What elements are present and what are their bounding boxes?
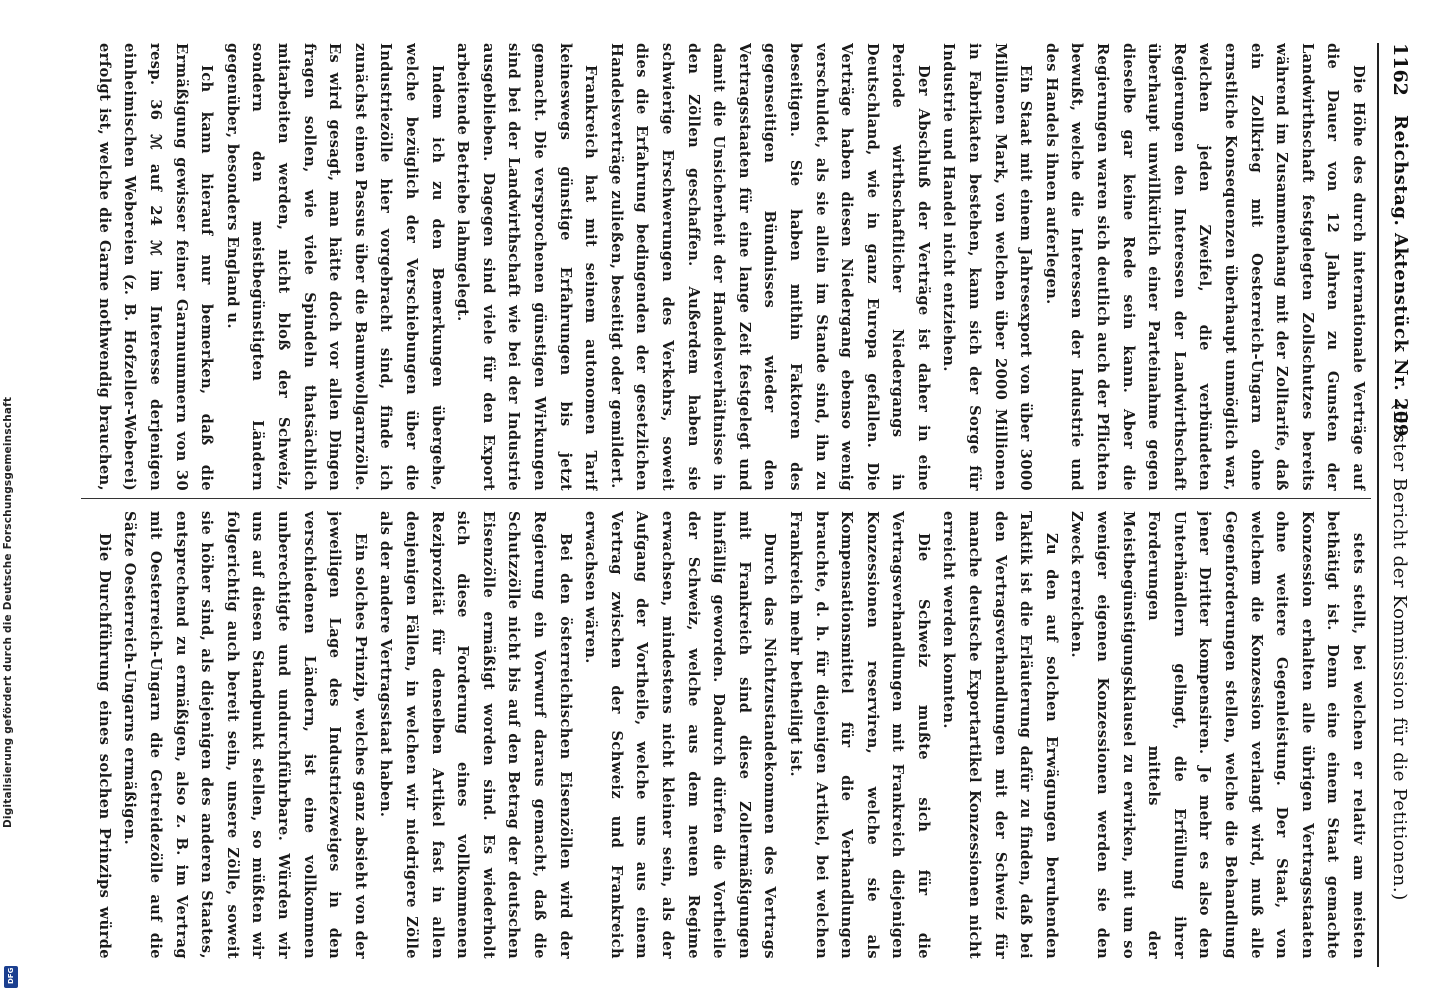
paragraph: Ein solches Prinzip, welches ganz absieht von der jeweiligen Lage des Industriezweiges in den verschiedenen Ländern, ist eine vollkommen unberechtigte und undurchführbare. Würden wir uns auf diesen Standpunkt stellen, so müßten wir folgerichtig auch bereit sein, unsere Zölle, soweit sie höher sind, als diejenigen des anderen Staates, entsprechend zu ermäßigen, also z. B. im Vertrag mit Oesterreich-Ungarn die Getreidezölle auf die Sätze Oesterreich-Ungarns ermäßigen.	[121, 511, 369, 959]
paragraph: Durch das Nichtzustandekommen des Vertrags mit Frankreich sind diese Zollermäßigungen hinfällig geworden. Dadurch dürfen die Vortheile der Schweiz, welche aus dem neuen Regime erwachsen, mindestens nicht kleiner sein, als der Aufgang der Vortheile, welche uns aus einem Vertrag zwischen der Schweiz und Frankreich erwachsen wären.	[582, 511, 779, 959]
page-number: 1162	[1389, 43, 1411, 96]
paragraph: stets stellt, bei welchen er relativ am meisten bethätigt ist. Denn eine einem Staat gemachte Konzession erhalten alle übrigen Vertragsstaaten ohne weitere Gegenleistung. Der Staat, von welchem die Konzession verlangt wird, muß alle Gegenforderungen stellen, welche die Behandlung jener Dritter kompensiren. Je mehr es also den Unterhändlern gelingt, die Erfüllung ihrer Forderungen mittels der Meistbegünstigungsklausel zu erwirken, mit um so weniger eigenen Konzessionen werden sie den Zweck erreichen.	[1068, 511, 1367, 959]
paragraph: Der Abschluß der Verträge ist daher in eine Periode wirthschaftlicher Niedergangs in Deutschland, wie in ganz Europa gefallen. Die Verträge haben diesen Niedergang ebenso wenig verschuldet, als sie allein im Stande sind, ihn zu beseitigen. Sie haben mithin Faktoren des gegenseitigen Bündnisses wieder den Vertragsstaaten für eine lange Zeit festgelegt und damit die Unsicherheit der Handelsverhältnisse in den Zöllen geschaffen. Außerdem haben sie schwierige Erschwerungen des Verkehrs, soweit dies die Erfahrung bedingenden der gesetzlichen Handelsverträge zuließen, beseitigt oder gemildert.	[607, 43, 932, 491]
paragraph: Zu den auf solchen Erwägungen beruhenden Taktik ist die Erläuterung dafür zu finden, daß bei den Vertragsverhandlungen mit der Schweiz für manche deutsche Exportartikel Konzessionen nicht erreicht werden konnten.	[940, 511, 1060, 959]
paragraph: Ich kann hierauf nur bemerken, daß die Ermäßigung gewisser feiner Garnnummern von 30 resp. 36 ℳ auf 24 ℳ im Interesse derjenigen einheimischen Webereien (z. B. Hofzeller-Weberei) erfolgt ist, welche die Garne nothwendig brauchen,	[95, 43, 216, 491]
paragraph: Die Höhe des durch internationale Verträge auf die Dauer von 12 Jahren zu Gunsten der Landwirthschaft festgelegten Zollschutzes bereits während im Zusammenhang mit der Zolltarife, daß ein Zollkrieg mit Oesterreich-Ungarn ohne ernstliche Konsequenzen überhaupt unmöglich war, welchen jeden Zweifel, die verbündeten Regierungen den Interessen der Landwirthschaft überhaupt unwillkürlich einer Parteinahme gegen dieselbe gar keine Rede sein kann. Aber die Regierungen waren sich deutlich auch der Pflichten bewußt, welche die Interessen der Industrie und des Handels ihnen auferlegen.	[1042, 43, 1367, 491]
rotated-page	[77, 35, 1417, 975]
digitization-watermark	[0, 0, 22, 1000]
paragraph: Die Schweiz mußte sich für die Vertragsverhandlungen mit Frankreich diejenigen Konzessionen reserviren, welche sie als Kompensationsmittel für die Verhandlungen brauchte, d. h. für diejenigen Artikel, bei welchen Frankreich mehr betheiligt ist.	[786, 511, 932, 959]
paragraph: Indem ich zu den Bemerkungen übergehe, welche bezüglich der Verschiebungen über die Industriezölle hier vorgebracht sind, finde ich zunächst einen Passus über die Baumwollgarnzölle. Es wird gesagt, man hätte doch vor allen Dingen fragen sollen, wie viele Spindeln thatsächlich mitarbeiten werden, nicht bloß der Schweiz, sondern den meistbegünstigten Ländern gegenüber, besonders England u.	[223, 43, 446, 491]
header-rule	[1377, 43, 1379, 967]
page-title: Reichstag. Aktenstück Nr. 209.	[1390, 115, 1411, 444]
right-text-column	[91, 511, 1371, 959]
paragraph: Ein Staat mit einem Jahresexport von über 3000 Millionen Mark, von welchen über 2000 Millionen in Fabrikaten bestehen, kann sich der Sorge für Industrie und Handel nicht entziehen.	[940, 43, 1035, 491]
paragraph: Die Durchführung eines solchen Prinzips würde	[95, 533, 113, 959]
watermark-text: Digitalisierung gefördert durch die Deutsche Forschungsgemeinschaft	[2, 396, 14, 828]
page-subtitle: (Erster Bericht der Kommission für die Petitionen.)	[1389, 403, 1410, 901]
scanned-page	[72, 25, 1422, 985]
column-divider	[81, 498, 1371, 499]
page-header	[1381, 43, 1411, 967]
left-text-column	[91, 43, 1371, 491]
dfg-logo-icon: DFG	[4, 966, 18, 988]
paragraph: Bei den österreichischen Eisenzöllen wird der Regierung ein Vorwurf daraus gemacht, daß die Schutzzölle nicht bis auf den Betrag der deutschen Eisenzölle ermäßigt worden sind. Es wiederholt sich diese Forderung eines vollkommenen Reziprozität für denselben Artikel fast in allen denjenigen Fällen, in welchen wir niedrigere Zölle als der andere Vertragsstaat haben.	[377, 511, 574, 959]
paragraph: Frankreich hat mit seinem autonomen Tarif keineswegs günstige Erfahrungen bis jetzt gemacht. Die versprochenen günstigen Wirkungen sind bei der Landwirthschaft wie bei der Industrie ausgeblieben. Dagegen sind viele für den Export arbeitende Betriebe lahmgelegt.	[454, 43, 600, 491]
